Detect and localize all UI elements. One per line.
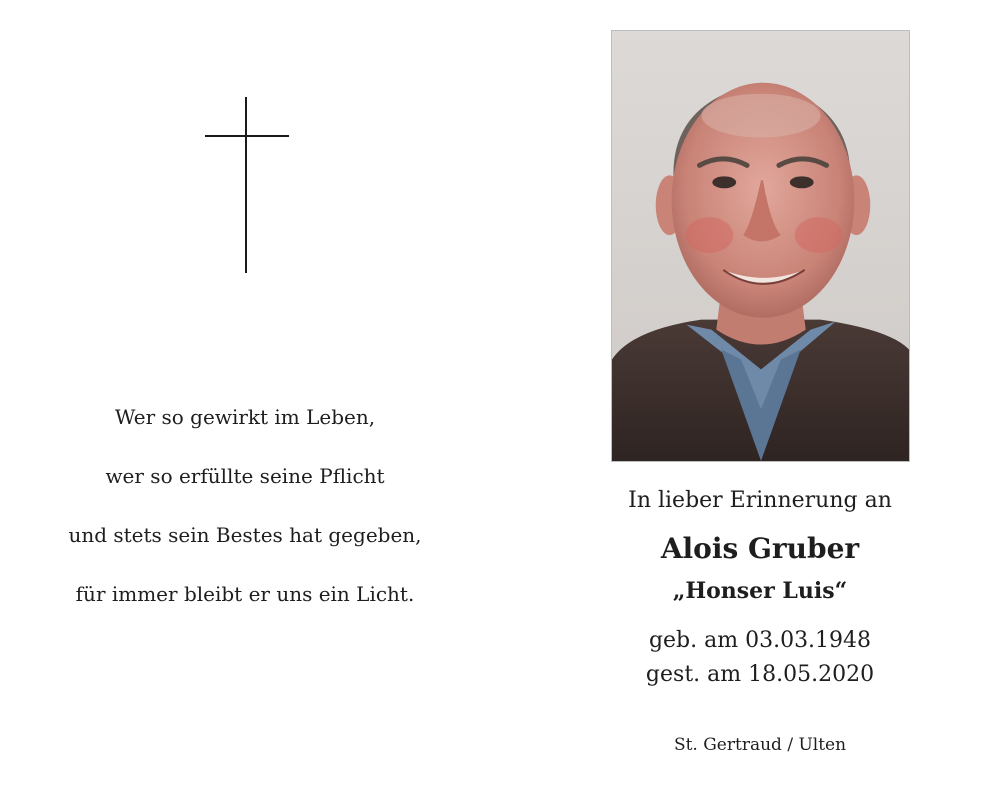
- poem-line-2: wer so erfüllte seine Pflicht: [105, 464, 385, 488]
- poem-line-1: Wer so gewirkt im Leben,: [114, 405, 376, 429]
- poem-line-3: und stets sein Bestes hat gegeben,: [68, 523, 422, 547]
- portrait-photo: [611, 30, 910, 462]
- deceased-name: Alois Gruber: [660, 532, 860, 565]
- cross-horizontal-bar: [205, 135, 289, 137]
- portrait-illustration: [612, 31, 909, 461]
- deceased-nickname: „Honser Luis“: [672, 578, 848, 604]
- cross-icon: [205, 97, 289, 273]
- left-panel: [0, 0, 490, 787]
- birth-date: geb. am 03.03.1948: [648, 628, 872, 653]
- home-place: St. Gertraud / Ulten: [673, 735, 847, 755]
- cross-vertical-bar: [245, 97, 247, 273]
- memorial-intro: In lieber Erinnerung an: [628, 488, 892, 513]
- poem-line-4: für immer bleibt er uns ein Licht.: [75, 582, 415, 606]
- death-date: gest. am 18.05.2020: [645, 662, 875, 687]
- memorial-poem: [20, 388, 470, 624]
